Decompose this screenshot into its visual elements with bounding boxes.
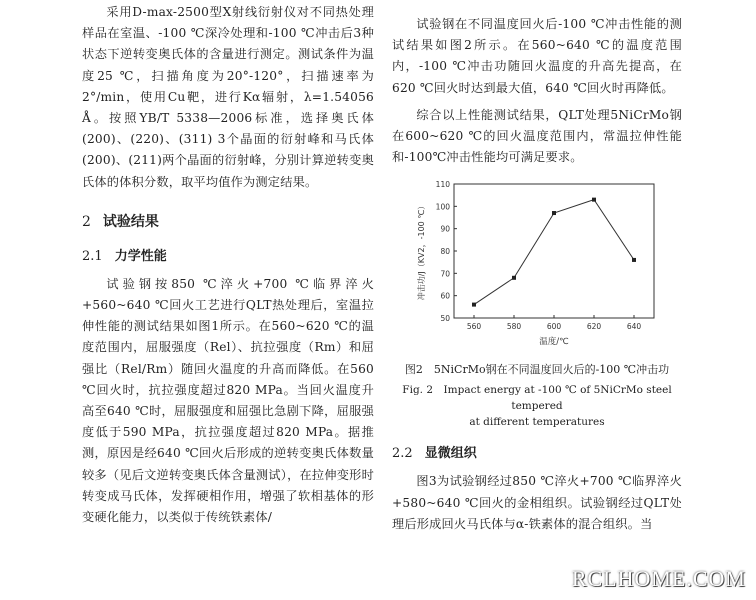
subsection-title-2: 显微组织 <box>424 446 477 462</box>
paragraph-microstructure: 图3为试验钢经过850 ℃淬火+700 ℃临界淬火+580~640 ℃回火的金相组织。试验钢经过QLT处理后形成回火马氏体与α-铁素体的混合组织。当 <box>392 474 682 531</box>
subsection-heading <box>82 245 374 264</box>
cut-off-line <box>392 0 682 10</box>
data-point <box>632 258 636 262</box>
right-column <box>392 0 682 535</box>
figure-caption-zh: 图2 5NiCrMo钢在不同温度回火后的-100 ℃冲击功 <box>404 363 670 377</box>
section-title: 试验结果 <box>102 213 159 230</box>
y-axis-label: 冲击功/J（KV2，-100 ℃） <box>417 202 426 301</box>
impact-energy-line-chart <box>392 176 682 356</box>
site-watermark: RCLHOME.COM <box>571 566 746 591</box>
subsection-title: 力学性能 <box>114 248 167 264</box>
y-tick-label: 80 <box>440 247 450 257</box>
x-tick-label: 620 <box>586 322 602 332</box>
subsection-heading-2 <box>392 442 682 461</box>
series-line <box>474 200 634 305</box>
x-tick-label: 600 <box>546 322 562 332</box>
y-tick-label: 70 <box>440 269 450 279</box>
left-column <box>82 0 374 528</box>
section-number: 2 <box>82 213 91 230</box>
paragraph-summary: 综合以上性能测试结果，QLT处理5NiCrMo钢在600~620 ℃的回火温度范围内，常温拉伸性能和-100℃冲击性能均可满足要求。 <box>392 107 682 165</box>
x-tick-label: 580 <box>506 322 522 332</box>
figure-2-chart <box>392 176 682 356</box>
y-tick-label: 90 <box>440 225 450 235</box>
paragraph-impact-results: 试验钢在不同温度回火后-100 ℃冲击性能的测试结果如图2所示。在560~640 ℃的温度范围内，-100 ℃冲击功随回火温度的升高先提高，在620 ℃回火时达到最大值，640 ℃回火时再降低。 <box>392 17 682 95</box>
y-tick-label: 110 <box>435 180 450 190</box>
paragraph-xrd-method: 采用D-max-2500型X射线衍射仪对不同热处理样品在室温、-100 ℃深冷处理和-100 ℃冲击后3种状态下逆转变奥氏体的含量进行测定。测试条件为温度25 ℃，扫描角度为20°-120°，扫描速率为2°/min，使用Cu靶，进行Kα辐射，λ=1.54056 Å。按照YB/T 5338—2006标准，选择奥氏体(200)、(220)、(311) 3个晶面的衍射峰和马氏体(200)、(211)两个晶面的衍射峰，分别计算逆转变奥氏体的体积分数，取平均值作为测定结果。 <box>82 5 374 189</box>
subsection-number: 2.1 <box>82 248 103 264</box>
y-tick-label: 60 <box>440 292 450 302</box>
y-tick-label: 50 <box>440 314 450 324</box>
paragraph-mechanical-properties: 试验钢按850 ℃淬火+700 ℃临界淬火+560~640 ℃回火工艺进行QLT热处理后，室温拉伸性能的测试结果如图1所示。在560~620 ℃的温度范围内，屈服强度（Rel）、抗拉强度（Rm）和屈强比（Rel/Rm）随回火温度的升高而降低。在560 ℃回火时，抗拉强度超过820 MPa。当回火温度升高至640 ℃时，屈服强度和屈强比急剧下降，屈服强度低于590 MPa，抗拉强度超过820 MPa。据推测，原因是经640 ℃回火后形成的逆转变奥氏体数量较多（见后文逆转变奥氏体含量测试），在拉伸变形时转变成马氏体，发挥硬相作用，增强了软相基体的形变硬化能力，以类似于传统铁素体/ <box>82 276 374 525</box>
y-tick-label: 100 <box>435 202 450 212</box>
figure-caption-en-line1: Fig. 2 Impact energy at -100 ℃ of 5NiCrMo steel tempered <box>402 384 672 413</box>
section-heading <box>82 211 374 231</box>
x-tick-label: 640 <box>626 322 642 332</box>
x-axis-label: 温度/℃ <box>539 337 569 348</box>
x-tick-label: 560 <box>466 322 482 332</box>
data-point <box>512 276 516 280</box>
data-point <box>592 198 596 202</box>
data-point <box>472 303 476 307</box>
figure-caption-en-line2: at different temperatures <box>469 416 605 429</box>
data-point <box>552 211 556 215</box>
subsection-number-2: 2.2 <box>392 446 413 462</box>
